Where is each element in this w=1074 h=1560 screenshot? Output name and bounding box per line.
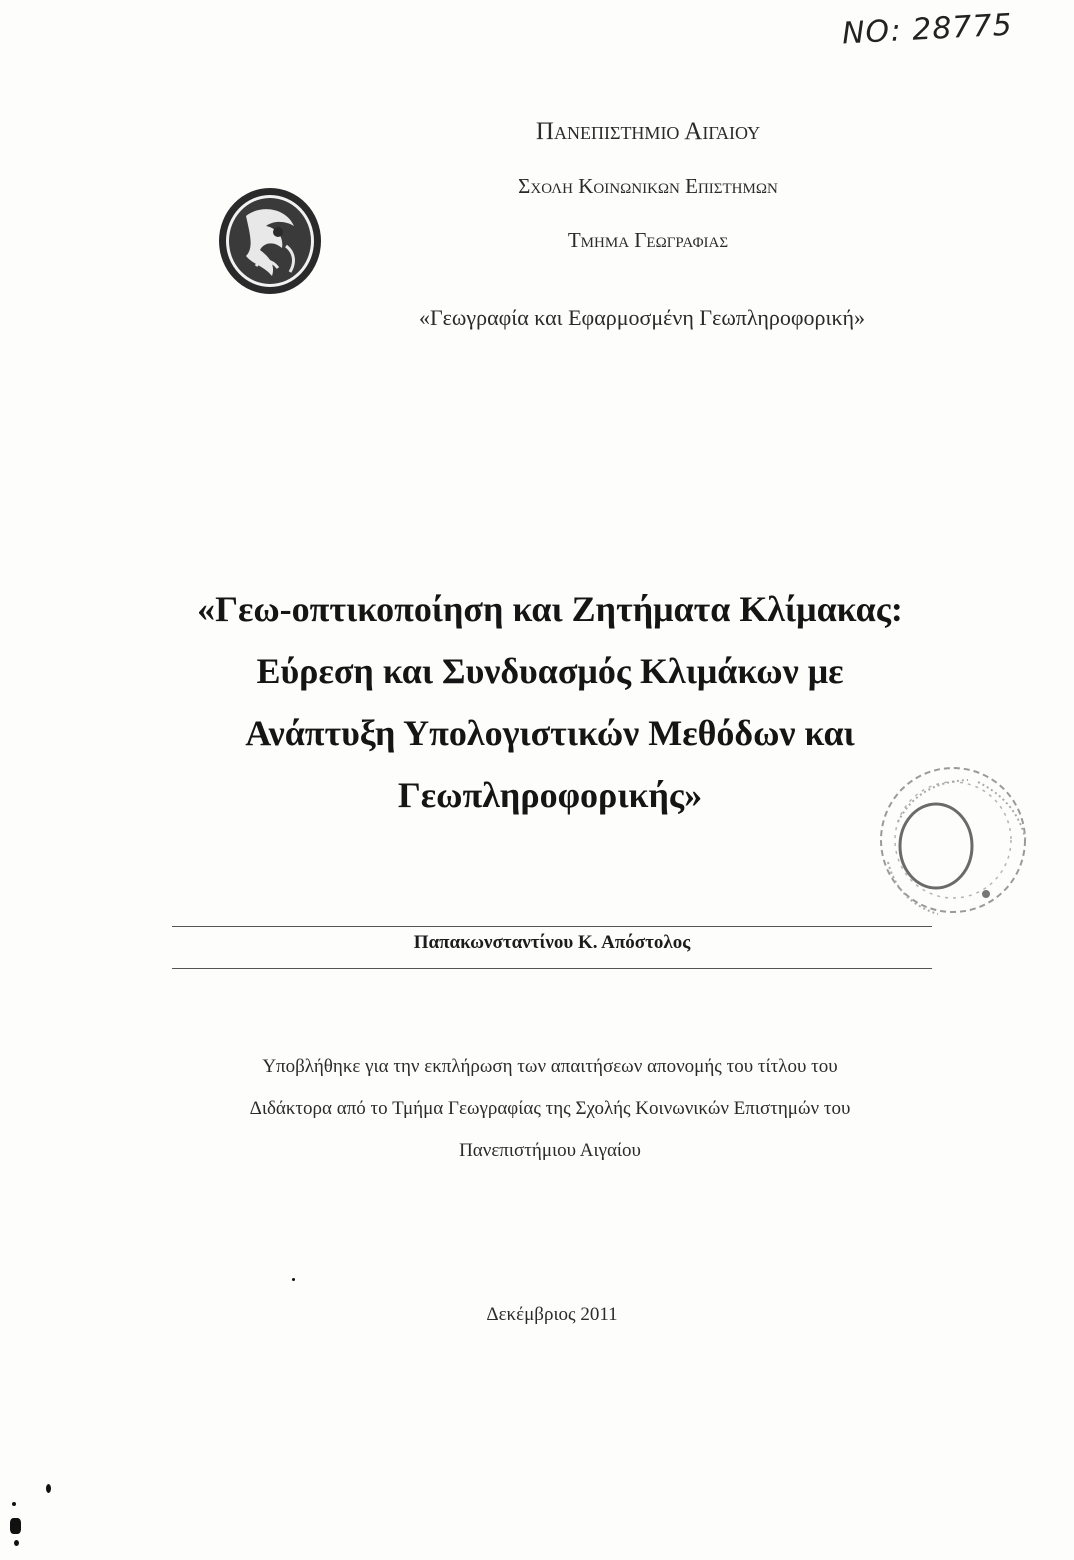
submission-line: Πανεπιστήμιου Αιγαίου (459, 1140, 641, 1161)
thesis-title-line: Ανάπτυξη Υπολογιστικών Μεθόδων και (245, 713, 855, 753)
submission-line: Υποβλήθηκε για την εκπλήρωση των απαιτήσεων απονομής του τίτλου του (262, 1056, 838, 1077)
thesis-title-line: Εύρεση και Συνδυασμός Κλιμάκων με (256, 651, 844, 691)
scan-speck (14, 1540, 19, 1546)
thesis-title (120, 578, 980, 826)
university-seal-icon (216, 186, 324, 296)
scan-speck (10, 1518, 21, 1534)
school-name: Σχολη Κοινωνικων Επιστημων (518, 174, 778, 198)
scan-speck (12, 1502, 16, 1506)
library-stamp-icon (858, 762, 1038, 932)
scan-speck (292, 1278, 295, 1281)
divider-line-top (172, 926, 932, 927)
handwritten-catalog-number: NO: 28775 (841, 7, 1014, 52)
programme-name: «Γεωγραφία και Εφαρμοσμένη Γεωπληροφορική» (418, 305, 866, 330)
scan-speck (46, 1484, 51, 1493)
university-name: Πανεπιστημιο Αιγαιου (535, 118, 761, 145)
submission-statement (160, 1046, 940, 1172)
submission-date: Δεκέμβριος 2011 (486, 1304, 618, 1325)
author-name: Παπακωνσταντίνου Κ. Απόστολος (413, 932, 691, 953)
submission-line: Διδάκτορα από το Τμήμα Γεωγραφίας της Σχολής Κοινωνικών Επιστημών του (249, 1098, 851, 1119)
thesis-title-line: Γεωπληροφορικής» (397, 775, 703, 815)
divider-line-bottom (172, 968, 932, 969)
thesis-title-line: «Γεω-οπτικοποίηση και Ζητήματα Κλίμακας: (197, 589, 903, 629)
department-name: Τμημα Γεωγραφιας (567, 228, 729, 252)
